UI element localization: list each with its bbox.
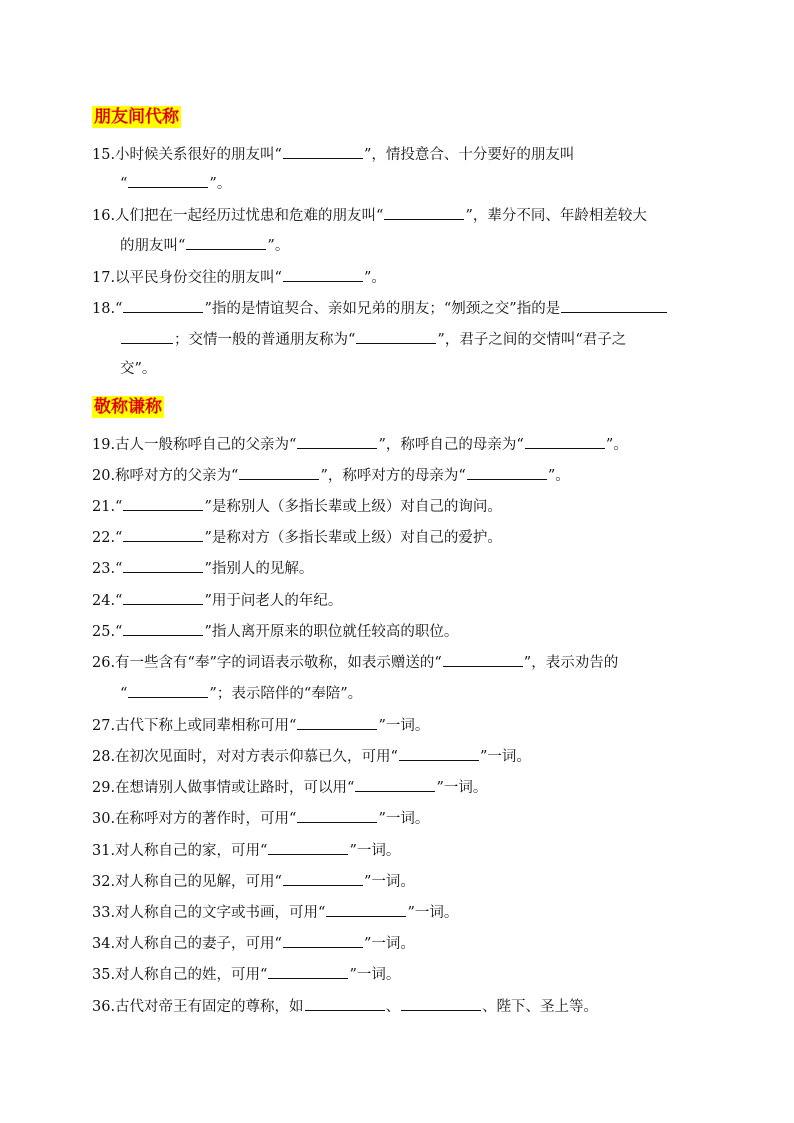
answer-blank[interactable] — [305, 996, 385, 1011]
answer-blank[interactable] — [561, 298, 667, 313]
answer-blank[interactable] — [326, 902, 406, 917]
question-15: 15.小时候关系很好的朋友叫“ ”，情投意合、十分要好的朋友叫 — [92, 144, 574, 165]
answer-blank[interactable] — [355, 777, 435, 792]
question-21: 21.“ ”是称别人（多指长辈或上级）对自己的询问。 — [92, 496, 502, 517]
question-32: 32.对人称自己的见解，可用“ ”一词。 — [92, 871, 415, 892]
answer-blank[interactable] — [123, 621, 203, 636]
section-title-friends: 朋友间代称 — [94, 107, 179, 127]
question-27: 27.古代下称上或同辈相称可用“ ”一词。 — [92, 715, 429, 736]
question-22: 22.“ ”是称对方（多指长辈或上级）对自己的爱护。 — [92, 527, 502, 548]
answer-blank[interactable] — [123, 298, 203, 313]
question-23: 23.“ ”指别人的见解。 — [92, 558, 313, 579]
answer-blank[interactable] — [283, 933, 363, 948]
question-28: 28.在初次见面时，对对方表示仰慕已久，可用“ ”一词。 — [92, 746, 531, 767]
answer-blank[interactable] — [123, 558, 203, 573]
answer-blank[interactable] — [123, 590, 203, 605]
question-31: 31.对人称自己的家，可用“ ”一词。 — [92, 840, 400, 861]
question-26-cont: “ ”；表示陪伴的“奉陪”。 — [120, 683, 362, 704]
question-17: 17.以平民身份交往的朋友叫“ ”。 — [92, 267, 386, 288]
answer-blank[interactable] — [384, 205, 464, 220]
answer-blank[interactable] — [283, 871, 363, 886]
question-36: 36.古代对帝王有固定的尊称，如 、 、陛下、圣上等。 — [92, 996, 598, 1017]
answer-blank[interactable] — [467, 465, 547, 480]
question-18: 18.“ ”指的是情谊契合、亲如兄弟的朋友；“刎颈之交”指的是 — [92, 298, 668, 319]
question-18-cont: ；交情一般的普通朋友称为“ ”，君子之间的交情叫“君子之 — [120, 329, 626, 350]
answer-blank[interactable] — [525, 434, 605, 449]
answer-blank[interactable] — [283, 144, 363, 159]
question-15-cont: “ ”。 — [120, 173, 231, 194]
answer-blank[interactable] — [356, 329, 436, 344]
answer-blank[interactable] — [297, 715, 377, 730]
question-34: 34.对人称自己的妻子，可用“ ”一词。 — [92, 933, 415, 954]
question-26: 26.有一些含有“奉”字的词语表示敬称，如表示赠送的“ ”，表示劝告的 — [92, 652, 618, 673]
answer-blank[interactable] — [399, 746, 479, 761]
answer-blank[interactable] — [239, 465, 319, 480]
question-35: 35.对人称自己的姓，可用“ ”一词。 — [92, 964, 400, 985]
answer-blank[interactable] — [186, 235, 266, 250]
question-33: 33.对人称自己的文字或书画，可用“ ”一词。 — [92, 902, 458, 923]
answer-blank[interactable] — [128, 173, 208, 188]
question-18-end: 交”。 — [120, 361, 157, 377]
question-29: 29.在想请别人做事情或让路时，可以用“ ”一词。 — [92, 777, 487, 798]
question-16-cont: 的朋友叫“ ”。 — [120, 235, 289, 256]
answer-blank[interactable] — [123, 496, 203, 511]
answer-blank[interactable] — [128, 683, 208, 698]
answer-blank[interactable] — [283, 267, 363, 282]
question-19: 19.古人一般称呼自己的父亲为“ ”，称呼自己的母亲为“ ”。 — [92, 434, 628, 455]
question-16: 16.人们把在一起经历过忧患和危难的朋友叫“ ”，辈分不同、年龄相差较大 — [92, 205, 647, 226]
answer-blank[interactable] — [401, 996, 481, 1011]
answer-blank[interactable] — [297, 808, 377, 823]
answer-blank[interactable] — [121, 329, 173, 344]
question-30: 30.在称呼对方的著作时，可用“ ”一词。 — [92, 808, 429, 829]
answer-blank[interactable] — [268, 964, 348, 979]
answer-blank[interactable] — [443, 652, 523, 667]
answer-blank[interactable] — [268, 840, 348, 855]
section-title-honorific: 敬称谦称 — [94, 397, 162, 417]
question-25: 25.“ ”指人离开原来的职位就任较高的职位。 — [92, 621, 458, 642]
answer-blank[interactable] — [297, 434, 377, 449]
question-24: 24.“ ”用于问老人的年纪。 — [92, 590, 342, 611]
question-20: 20.称呼对方的父亲为“ ”，称呼对方的母亲为“ ”。 — [92, 465, 570, 486]
answer-blank[interactable] — [123, 527, 203, 542]
